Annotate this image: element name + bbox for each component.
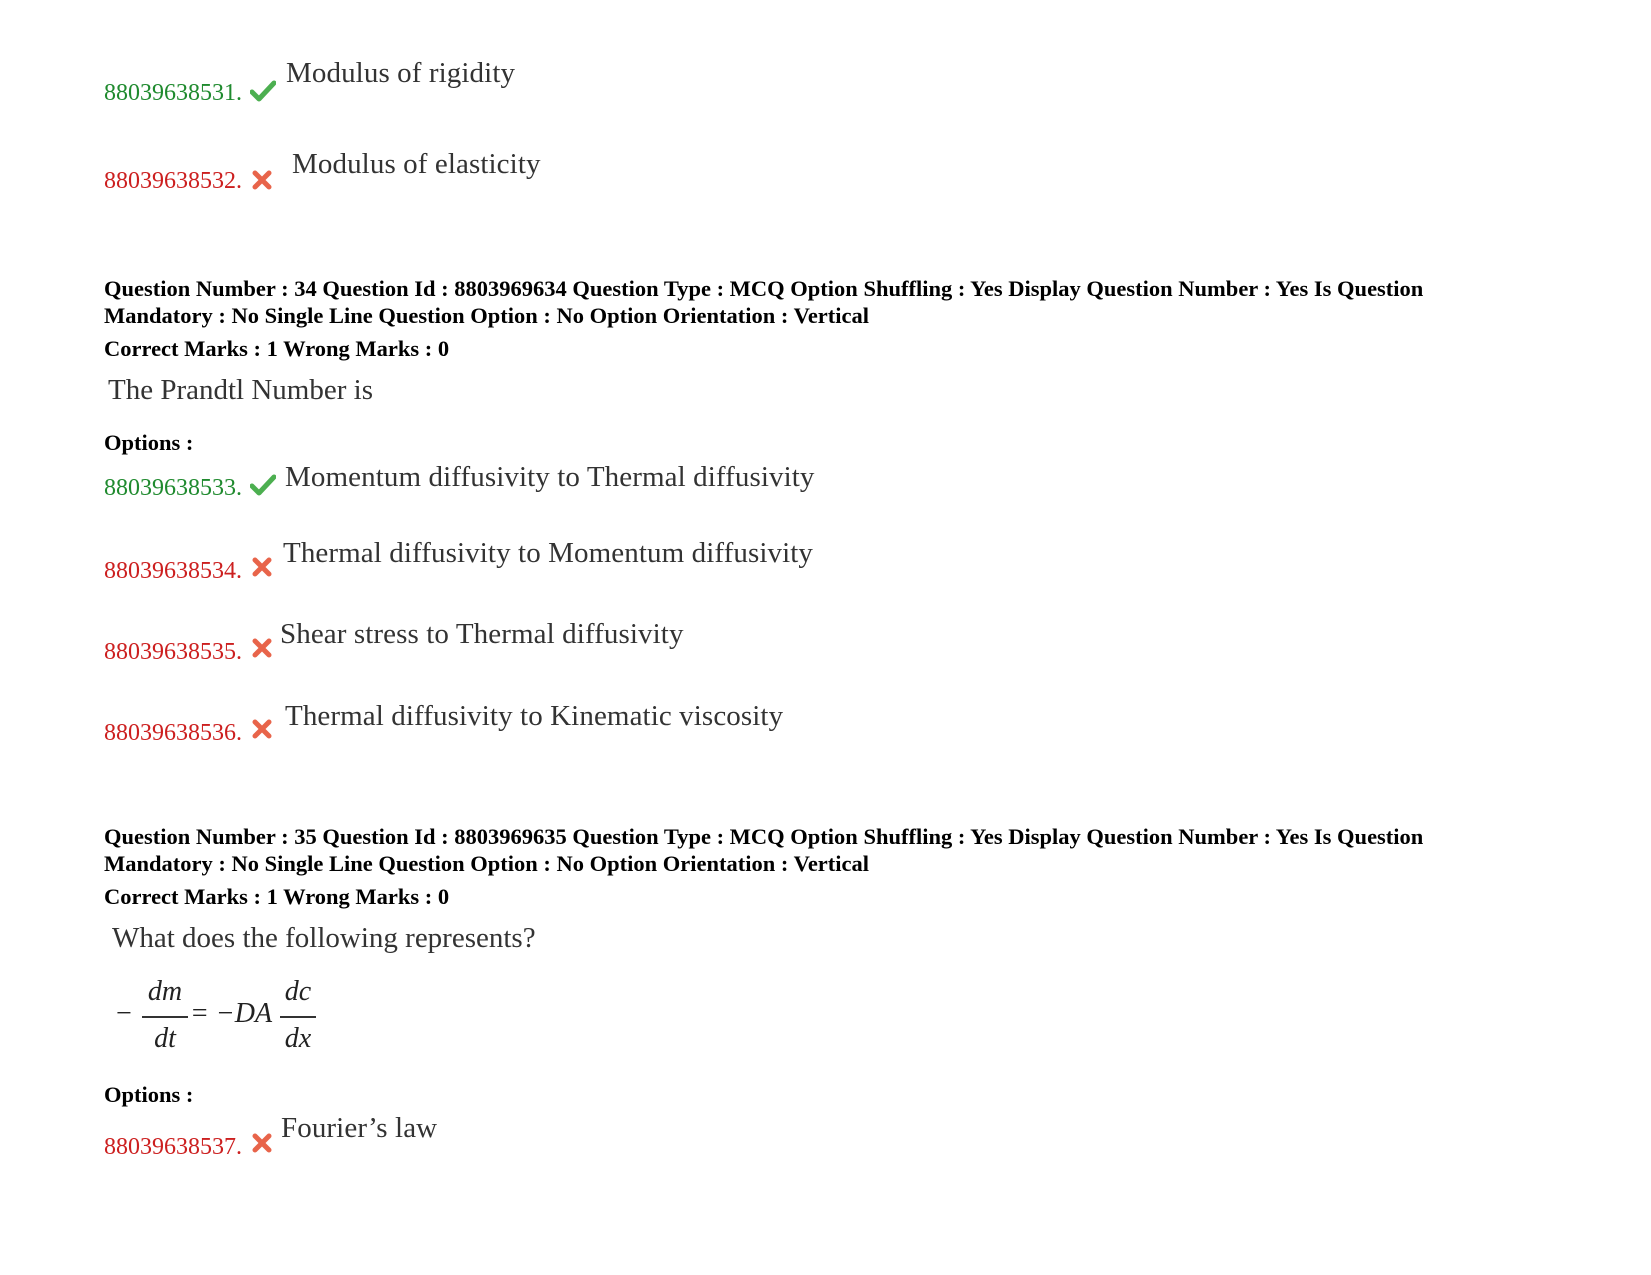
cross-icon (250, 719, 276, 741)
question-marks: Correct Marks : 1 Wrong Marks : 0 (104, 884, 450, 909)
option-text: Fourier’s law (281, 1112, 438, 1144)
cross-icon (250, 557, 276, 579)
check-icon (250, 80, 276, 102)
option-text: Shear stress to Thermal diffusivity (280, 618, 684, 650)
formula-frac2-denominator: dx (284, 1023, 312, 1054)
question-meta-line2: Mandatory : No Single Line Question Option : No Option Orientation : Vertical (104, 851, 870, 876)
cross-icon (250, 170, 276, 192)
question-meta-line1: Question Number : 35 Question Id : 8803969635 Question Type : MCQ Option Shuffling : Yes Display Question Number : Yes Is Question (104, 824, 1424, 849)
option-id: 88039638533. (104, 475, 242, 501)
option-text: Thermal diffusivity to Kinematic viscosity (285, 700, 784, 732)
question-meta-line2: Mandatory : No Single Line Question Option : No Option Orientation : Vertical (104, 303, 870, 328)
option-id: 88039638535. (104, 639, 242, 665)
question-text: The Prandtl Number is (108, 374, 373, 406)
option-text: Modulus of rigidity (286, 57, 516, 89)
option-text: Modulus of elasticity (292, 148, 541, 180)
option-text: Thermal diffusivity to Momentum diffusivity (283, 537, 814, 569)
option-id: 88039638537. (104, 1134, 242, 1160)
formula-frac2-numerator: dc (284, 976, 312, 1007)
question-meta-line1: Question Number : 34 Question Id : 8803969634 Question Type : MCQ Option Shuffling : Yes Display Question Number : Yes Is Question (104, 276, 1424, 301)
option-id: 88039638534. (104, 558, 242, 584)
formula-lead-sign: − (116, 998, 132, 1029)
formula-frac2-bar (280, 1016, 316, 1018)
formula-frac1-numerator: dm (147, 976, 183, 1007)
options-label: Options : (104, 430, 194, 455)
option-id: 88039638536. (104, 720, 242, 746)
cross-icon (250, 638, 276, 660)
formula-middle: = −DA (190, 998, 273, 1029)
formula-frac1-bar (142, 1016, 188, 1018)
option-text: Momentum diffusivity to Thermal diffusivity (285, 461, 815, 493)
cross-icon (250, 1133, 276, 1155)
check-icon (250, 474, 276, 496)
question-text: What does the following represents? (112, 922, 536, 954)
options-label: Options : (104, 1082, 194, 1107)
formula-frac1-denominator: dt (154, 1023, 176, 1054)
question-marks: Correct Marks : 1 Wrong Marks : 0 (104, 336, 450, 361)
option-id: 88039638531. (104, 80, 242, 106)
option-id: 88039638532. (104, 168, 242, 194)
